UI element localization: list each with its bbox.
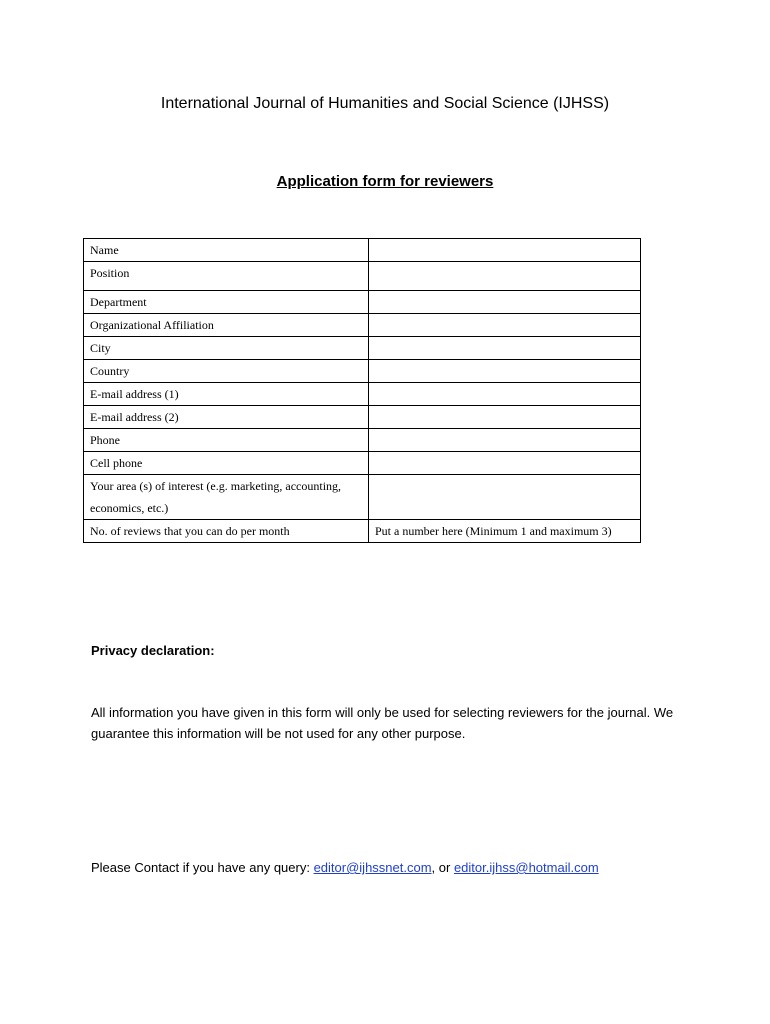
email-link-secondary[interactable]: editor.ijhss@hotmail.com	[453, 860, 599, 875]
privacy-text: All information you have given in this form will only be used for selecting reviewers for the journal. We guarantee this information will be not used for any other purpose.	[91, 705, 674, 741]
reviews-per-month-field[interactable]: Put a number here (Minimum 1 and maximum 3)	[369, 520, 641, 543]
form-title: Application form for reviewers	[276, 173, 494, 190]
field-label: Cell phone	[84, 452, 369, 475]
areas-of-interest-field[interactable]	[369, 475, 641, 520]
email-link-primary[interactable]: editor@ijhssnet.com	[313, 860, 432, 875]
field-label: Organizational Affiliation	[84, 314, 369, 337]
journal-title: International Journal of Humanities and Social Science (IJHSS)	[160, 95, 610, 112]
form-row-name	[84, 239, 641, 262]
field-label: E-mail address (2)	[84, 406, 369, 429]
contact-separator: , or	[431, 860, 454, 875]
field-label: Phone	[84, 429, 369, 452]
form-row-email-1	[84, 383, 641, 406]
country-field[interactable]	[369, 360, 641, 383]
field-label: Department	[84, 291, 369, 314]
email-1-field[interactable]	[369, 383, 641, 406]
form-row-areas-of-interest	[84, 475, 641, 520]
form-row-phone	[84, 429, 641, 452]
affiliation-field[interactable]	[369, 314, 641, 337]
privacy-heading: Privacy declaration:	[91, 643, 215, 658]
position-field[interactable]	[369, 262, 641, 291]
department-field[interactable]	[369, 291, 641, 314]
field-label: Name	[84, 239, 369, 262]
reviewer-form-table	[83, 238, 641, 543]
form-row-department	[84, 291, 641, 314]
form-row-affiliation	[84, 314, 641, 337]
field-label: E-mail address (1)	[84, 383, 369, 406]
field-label: City	[84, 337, 369, 360]
field-label: Your area (s) of interest (e.g. marketing, accounting, economics, etc.)	[84, 475, 369, 520]
form-row-country	[84, 360, 641, 383]
city-field[interactable]	[369, 337, 641, 360]
form-row-position	[84, 262, 641, 291]
field-label: No. of reviews that you can do per month	[84, 520, 369, 543]
form-row-reviews-per-month	[84, 520, 641, 543]
name-field[interactable]	[369, 239, 641, 262]
contact-prefix: Please Contact if you have any query:	[91, 860, 314, 875]
cell-phone-field[interactable]	[369, 452, 641, 475]
phone-field[interactable]	[369, 429, 641, 452]
form-row-email-2	[84, 406, 641, 429]
form-row-city	[84, 337, 641, 360]
field-label: Position	[84, 262, 369, 291]
contact-line	[91, 858, 599, 878]
field-label: Country	[84, 360, 369, 383]
email-2-field[interactable]	[369, 406, 641, 429]
form-row-cell-phone	[84, 452, 641, 475]
